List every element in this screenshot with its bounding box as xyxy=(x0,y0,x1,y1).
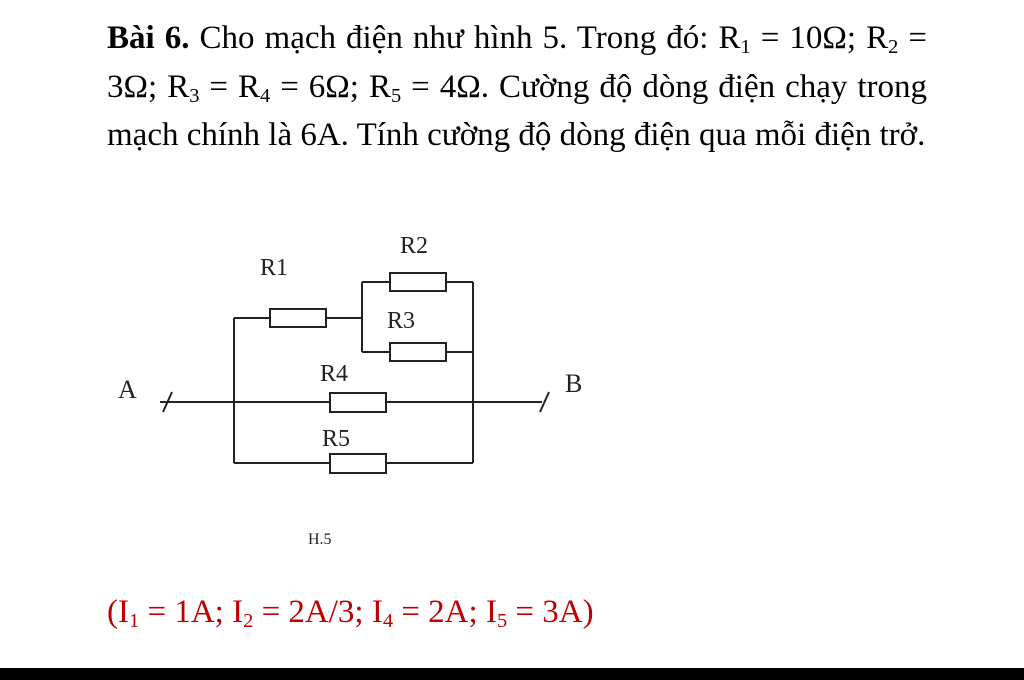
label-r4: R4 xyxy=(320,361,349,387)
resistor-r3 xyxy=(390,343,446,361)
r2-value: = 3Ω; xyxy=(107,20,928,105)
r5-symbol: R xyxy=(368,68,391,105)
problem-rest: Cường độ dòng điện chạy trong mạch chính là 6A. Tính cường độ dòng điện qua mỗi điện trở. xyxy=(107,68,928,153)
i1-subscript: 1 xyxy=(129,610,140,633)
r4-symbol: R xyxy=(237,68,260,105)
r2-subscript: 2 xyxy=(888,36,899,59)
i1-symbol: I xyxy=(118,594,129,630)
r3-subscript: 3 xyxy=(189,84,200,107)
i2-subscript: 2 xyxy=(243,610,254,633)
problem-title: Bài 6. xyxy=(107,20,190,56)
circuit-diagram xyxy=(100,220,620,550)
i5-symbol: I xyxy=(485,594,497,630)
r1-symbol: R xyxy=(718,20,741,56)
i2-symbol: I xyxy=(232,594,244,630)
problem-intro: Cho mạch điện như hình 5. Trong đó: xyxy=(199,20,709,56)
problem-statement xyxy=(107,14,927,160)
r1-subscript: 1 xyxy=(740,36,751,59)
answer-close-paren: ) xyxy=(582,594,594,630)
bottom-border-bar xyxy=(0,668,1024,680)
circuit-figure xyxy=(100,220,620,550)
i4-value: = 2A; xyxy=(393,594,486,630)
r3-equals: = xyxy=(199,68,238,105)
r2-symbol: R xyxy=(866,20,889,56)
r5-subscript: 5 xyxy=(390,84,402,107)
i2-value: = 2A/3; xyxy=(253,594,372,630)
r4-subscript: 4 xyxy=(260,84,271,107)
figure-caption: H.5 xyxy=(308,531,332,548)
i5-subscript: 5 xyxy=(496,610,508,633)
answer-line xyxy=(107,588,594,636)
label-r3: R3 xyxy=(387,308,416,334)
label-terminal-b: B xyxy=(565,369,583,398)
r3-symbol: R xyxy=(167,68,190,105)
i5-value: = 3A xyxy=(507,594,583,630)
i4-subscript: 4 xyxy=(382,610,394,633)
r1-value: = 10Ω; xyxy=(750,20,857,56)
label-r5: R5 xyxy=(322,426,351,452)
i1-value: = 1A; xyxy=(139,594,233,630)
resistor-r1 xyxy=(270,309,326,327)
resistor-r2 xyxy=(390,273,446,291)
label-terminal-a: A xyxy=(118,375,137,404)
resistor-r4 xyxy=(330,393,386,412)
resistor-r5 xyxy=(330,454,386,473)
answer-open-paren: ( xyxy=(107,594,118,630)
label-r2: R2 xyxy=(400,233,429,259)
r34-value: = 6Ω; xyxy=(270,68,359,105)
r5-value: = 4Ω. xyxy=(401,68,490,105)
i4-symbol: I xyxy=(371,594,383,630)
label-r1: R1 xyxy=(260,255,289,281)
